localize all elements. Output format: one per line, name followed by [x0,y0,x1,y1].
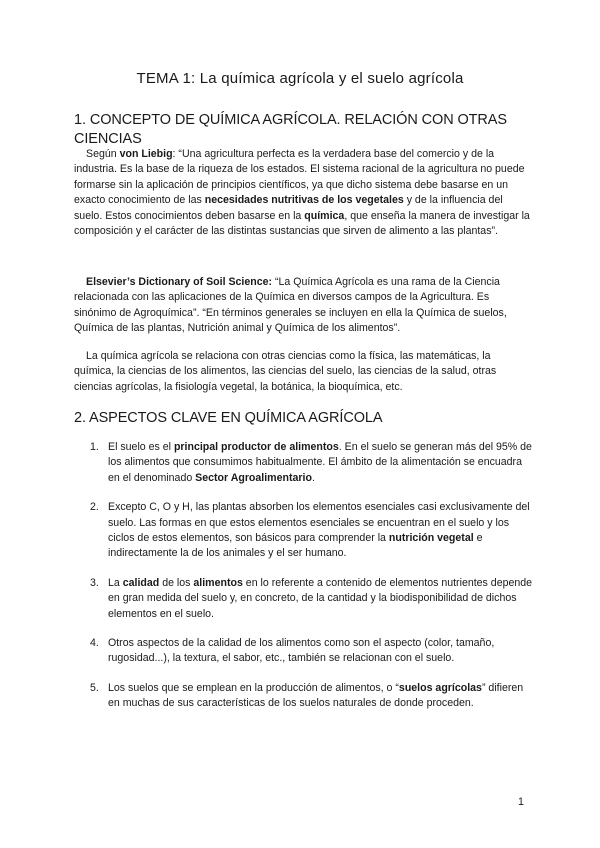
page-number: 1 [518,796,524,808]
section-2-heading: 2. ASPECTOS CLAVE EN QUÍMICA AGRÍCOLA [74,410,383,426]
paragraph-related-sciences: La química agrícola se relaciona con otras ciencias como la física, las matemáticas, la química, la ciencias de los alimentos, las ciencias del suelo, las ciencias de la salud, otras ciencias agrícolas, la fisiología vegetal, la botánica, la bioquímica, etc. [74,350,497,393]
list-item: 4. Otros aspectos de la calidad de los alimentos como son el aspecto (color, tamaño, rugosidad...), la textura, el sabor, etc., también se relacionan con el suelo. [90,637,495,665]
list-item: 5. Los suelos que se emplean en la producción de alimentos, o “suelos agrícolas” difieren en muchas de sus características de los suelos naturales de donde proceden. [90,681,524,710]
list-item: 3. La calidad de los alimentos en lo referente a contenido de elementos nutrientes depende en gran medida del suelo y, en concreto, de la cantidad y la biodisponibilidad de dichos elementos en el suelo. [90,576,533,620]
page-title: TEMA 1: La química agrícola y el suelo agrícola [136,70,464,87]
paragraph-liebig: Según von Liebig: “Una agricultura perfecta es la verdadera base del comercio y de la industria. Es la base de la riqueza de los estados. El sistema racional de la agricultura no puede formarse sin la aplicación de principios científicos, ya que dicho sistema debe basarse en un exacto conocimiento de las necesidades nutritivas de los vegetales y de la influencia del suelo. Estos conocimientos deben basarse en la química, que enseña la manera de investigar la composición y el carácter de las distintas sustancias que sirven de alimento a las plantas”. [74,148,530,238]
list-item: 2. Excepto C, O y H, las plantas absorben los elementos esenciales casi exclusivamente del suelo. Las formas en que estos elementos esenciales se encuentran en el suelo y los ciclos de estos elementos, son básicos para comprender la nutrición vegetal e indirectamente la de los animales y el ser humano. [90,501,530,560]
key-aspects-list [74,440,534,712]
section-1-heading: 1. CONCEPTO DE QUÍMICA AGRÍCOLA. RELACIÓN CON OTRAS CIENCIAS [74,112,507,147]
paragraph-elsevier: Elsevier’s Dictionary of Soil Science: “La Química Agrícola es una rama de la Ciencia relacionada con las aplicaciones de la Química en diversos campos de la Agricultura. Es sinónimo de Agroquímica”. “En términos generales se incluyen en ella la Química de suelos, Química de las plantas, Nutrición animal y Química de los alimentos”. [74,276,507,335]
list-item: 1. El suelo es el principal productor de alimentos. En el suelo se generan más del 95% de los alimentos que consumimos habitualmente. El ámbito de la alimentación se encuadra en el denominado Sector Agroalimentario. [90,441,532,484]
